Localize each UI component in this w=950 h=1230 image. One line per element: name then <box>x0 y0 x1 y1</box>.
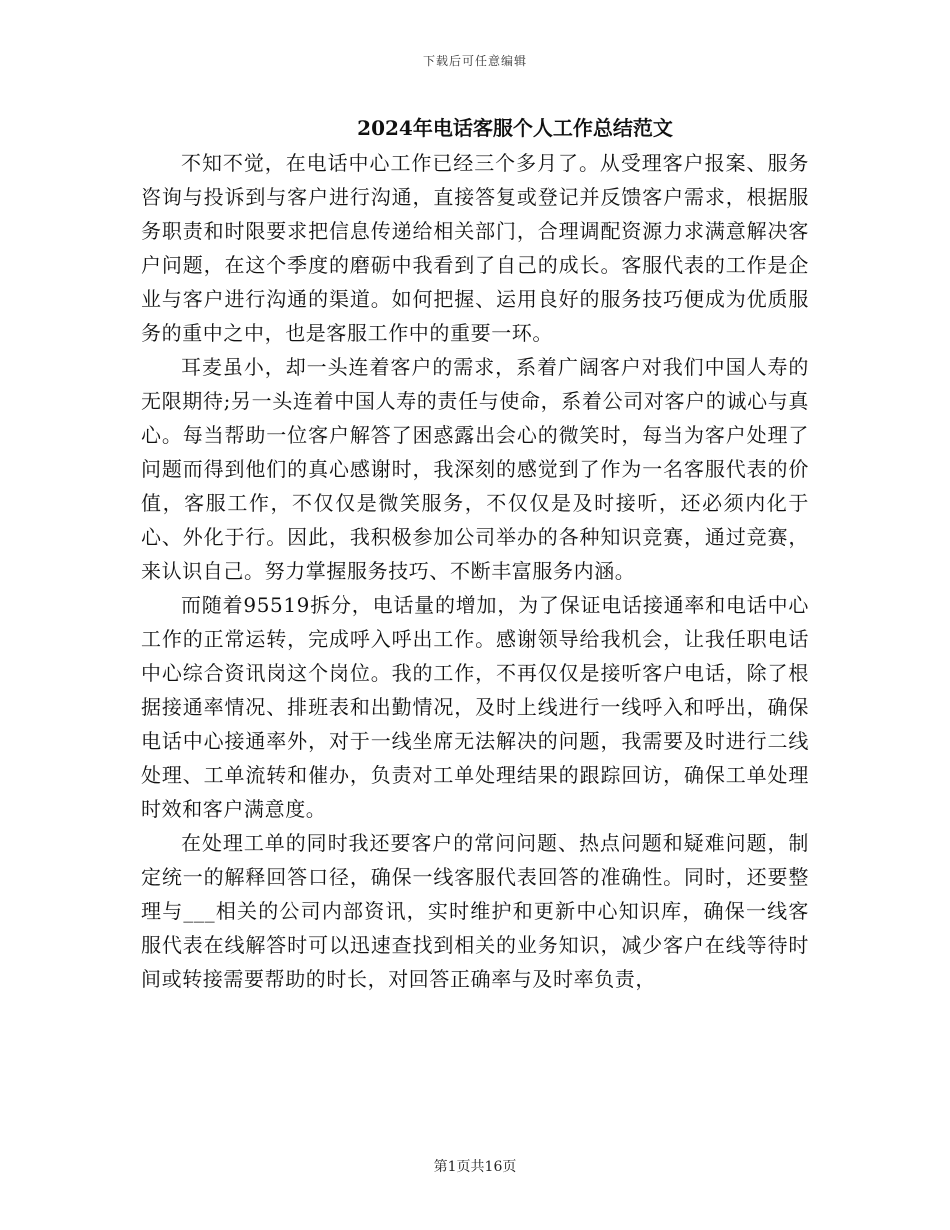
document-title: 2024年电话客服个人工作总结范文 <box>357 116 673 140</box>
paragraph-1: 不知不觉，在电话中心工作已经三个多月了。从受理客户报案、服务咨询与投诉到与客户进行沟通，直接答复或登记并反馈客户需求，根据服务职责和时限要求把信息传递给相关部门，合理调配资源力求满意解决客户问题，在这个季度的磨砺中我看到了自己的成长。客服代表的工作是企业与客户进行沟通的渠道。如何把握、运用良好的服务技巧便成为优质服务的重中之中，也是客服工作中的重要一环。 <box>141 151 809 345</box>
paragraph-4: 在处理工单的同时我还要客户的常问问题、热点问题和疑难问题，制定统一的解释回答口径，确保一线客服代表回答的准确性。同时，还要整理与___相关的公司内部资讯，实时维护和更新中心知识库，确保一线客服代表在线解答时可以迅速查找到相关的业务知识，减少客户在线等待时间或转接需要帮助的时长，对回答正确率与及时率负责， <box>141 831 809 991</box>
page-header-note: 下载后可任意编辑 <box>422 54 527 68</box>
paragraph-3: 而随着95519拆分，电话量的增加，为了保证电话接通率和电话中心工作的正常运转，完成呼入呼出工作。感谢领导给我机会，让我任职电话中心综合资讯岗这个岗位。我的工作，不再仅仅是接听客户电话，除了根据接通率情况、排班表和出勤情况，及时上线进行一线呼入和呼出，确保电话中心接通率外，对于一线坐席无法解决的问题，我需要及时进行二线处理、工单流转和催办，负责对工单处理结果的跟踪回访，确保工单处理时效和客户满意度。 <box>141 593 809 821</box>
page-number: 第1页共16页 <box>433 1159 517 1175</box>
paragraph-2: 耳麦虽小，却一头连着客户的需求，系着广阔客户对我们中国人寿的无限期待;另一头连着中国人寿的责任与使命，系着公司对客户的诚心与真心。每当帮助一位客户解答了困惑露出会心的微笑时，每当为客户处理了问题而得到他们的真心感谢时，我深刻的感觉到了作为一名客服代表的价值，客服工作，不仅仅是微笑服务，不仅仅是及时接听，还必须内化于心、外化于行。因此，我积极参加公司举办的各种知识竞赛，通过竞赛，来认识自己。努力掌握服务技巧、不断丰富服务内涵。 <box>141 355 809 583</box>
document-body <box>141 146 809 996</box>
